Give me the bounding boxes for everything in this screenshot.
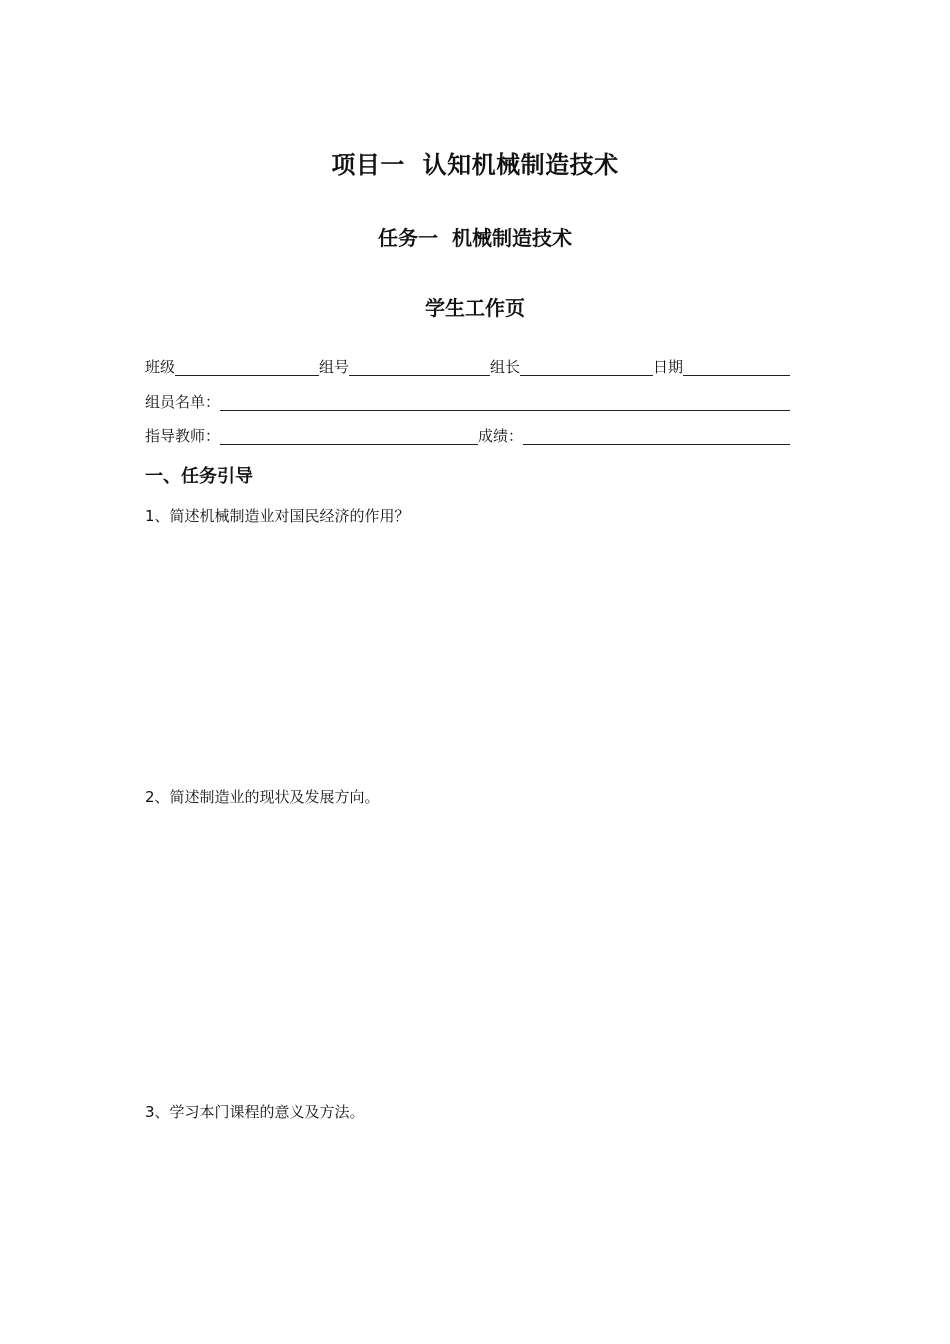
class-label: 班级 [145,358,176,376]
score-blank[interactable] [523,429,790,445]
question-3: 3、学习本门课程的意义及方法。 [145,1103,365,1121]
date-label: 日期 [653,358,684,376]
project-title: 项目一 认知机械制造技术 [331,151,619,179]
section-heading: 一、任务引导 [145,466,253,487]
members-label: 组员名单： [145,393,221,411]
question-2: 2、简述制造业的现状及发展方向。 [145,788,380,806]
group-no-blank[interactable] [349,360,490,376]
group-leader-label: 组长 [490,358,521,376]
class-info-row [145,354,790,376]
members-blank[interactable] [220,395,790,411]
teacher-blank[interactable] [220,429,478,445]
group-leader-blank[interactable] [520,360,653,376]
teacher-score-row [145,423,790,445]
group-no-label: 组号 [319,358,350,376]
sheet-title: 学生工作页 [425,296,525,320]
task-title: 任务一 机械制造技术 [378,226,572,250]
question-1: 1、简述机械制造业对国民经济的作用？ [145,507,410,525]
date-blank[interactable] [683,360,790,376]
members-row [145,389,790,411]
score-label: 成绩： [478,427,524,445]
class-blank[interactable] [175,360,319,376]
teacher-label: 指导教师： [145,427,221,445]
